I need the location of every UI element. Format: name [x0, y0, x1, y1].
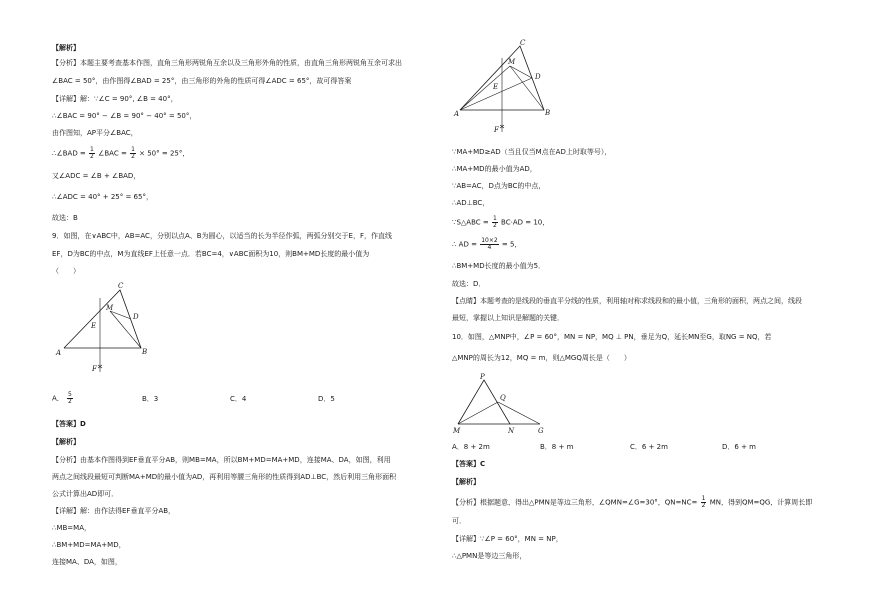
- fig3-label-p: P: [480, 373, 485, 381]
- analysis-text-line-2: ∠BAC = 50°，由作图得∠BAD = 25°，由三角形的外角的性质可得∠ADC = 65°，故可得答案: [52, 77, 352, 85]
- detail-line-6: ∴∠ADC = 40° + 25° = 65°，: [52, 193, 153, 201]
- detail2-line-1: 【详解】解：由作法得EF垂直平分AB，: [52, 507, 176, 515]
- question-10-line-1: 10．如图，△MNP中，∠P = 60°，MN = NP，MQ ⊥ PN，垂足为Q，延长MN至G，取NG = NQ，若: [452, 333, 772, 341]
- q10-option-b: B．8 + m: [540, 443, 574, 451]
- fig-label-m: M: [106, 304, 114, 312]
- figure-triangle-abc: [52, 278, 172, 378]
- fraction-half-3: $\frac{1}{2}$: [492, 215, 497, 229]
- option-a-fraction: $\frac{5}{2}$: [68, 391, 72, 405]
- fig3-label-n: N: [508, 427, 515, 435]
- fraction-half-4: $\frac{1}{2}$: [701, 495, 706, 509]
- question-9-line-1: 9．如图，在∨ABC中，AB=AC，分别以点A、B为圆心，以适当的长为半径作弧，两弧分别交于E，F，作直线: [52, 232, 392, 240]
- detail-4-part-a: ∴∠BAD =: [52, 149, 86, 158]
- right-line-4: ∴AD⊥BC，: [452, 199, 490, 207]
- fig-label-d: D: [133, 313, 139, 321]
- figure-triangle-mnp: [452, 372, 552, 436]
- dianjing-line-1: 【点睛】本题考查的是线段的垂直平分线的性质，利用轴对称求线段和的最小值，三角形的面积，两点之间，线段: [452, 297, 802, 305]
- analysis-label-2: 【解析】: [52, 438, 80, 446]
- fig-label-a: A: [56, 349, 62, 357]
- analysis2-line-1: 【分析】由基本作图得到EF垂直平分AB，则MB=MA，所以BM+MD=MA+MD，连接MA、DA，如图，利用: [52, 456, 391, 464]
- right-line-5: ∵S△ABC = $\frac{1}{2}$ BC⋅AD = 10，: [452, 215, 550, 229]
- detail-line-2: ∴∠BAC = 90° − ∠B = 90° − 40° = 50°，: [52, 112, 197, 120]
- fig2-label-f: F: [494, 126, 499, 134]
- analysis2-line-3: 公式计算出AD即可．: [52, 490, 119, 498]
- detail-4-part-b: ∠BAC =: [98, 149, 127, 158]
- analysis-label: 【解析】: [52, 44, 80, 52]
- analysis-text-line-1: 【分析】本题主要考查基本作图，直角三角形两锐角互余以及三角形外角的性质，由直角三角形两锐角互余可求出: [52, 59, 402, 67]
- detail-line-3: 由作图知，AP平分∠BAC，: [52, 129, 138, 137]
- fraction-ad: $\frac{10\times 2}{4}$: [481, 237, 498, 251]
- q10-option-a: A．8 + 2m: [452, 443, 490, 451]
- right-line-3: ∵AB=AC，D点为BC的中点，: [452, 182, 546, 190]
- question-9-line-2: EF，D为BC的中点，M为直线EF上任意一点．若BC=4，∨ABC面积为10，则BM+MD长度的最小值为: [52, 250, 370, 258]
- question-9-line-3: （ ）: [52, 267, 80, 275]
- detail-line-4: [52, 147, 189, 160]
- fig2-label-e: E: [493, 83, 499, 91]
- right-line-7: ∴BM+MD长度的最小值为5．: [452, 262, 546, 270]
- fig-label-f: F: [92, 365, 97, 373]
- fig3-label-m: M: [453, 427, 461, 435]
- option-b: B．3: [142, 395, 159, 403]
- option-c: C．4: [230, 395, 247, 403]
- fig3-label-q: Q: [500, 394, 506, 402]
- detail-line-1: 【详解】解：∵∠C = 90°, ∠B = 40°，: [52, 95, 178, 103]
- q10-option-d: D．6 + m: [722, 443, 756, 451]
- detail-4-part-c: × 50° = 25°，: [139, 149, 190, 158]
- fraction-half-2: $\frac{1}{2}$: [131, 146, 135, 160]
- q10-analysis-line-1: 【分析】根据题意，得出△PMN是等边三角形，∠QMN=∠G=30°，QN=NC= $\frac{1}{2}$ MN，得到QM=QG，计算周长即: [452, 495, 813, 509]
- fig2-label-d: D: [535, 73, 541, 81]
- detail-line-5: 又∠ADC = ∠B + ∠BAD，: [52, 172, 141, 180]
- right-line-8: 故选：D．: [452, 280, 486, 288]
- right-line-6: ∴ AD = $\frac{10\times 2}{4}$ = 5，: [452, 237, 522, 251]
- fraction-half: $\frac{1}{2}$: [90, 146, 94, 160]
- q10-answer: 【答案】C: [452, 460, 486, 468]
- detail2-line-4: 连接MA、DA，如图，: [52, 558, 122, 566]
- detail2-line-2: ∴MB=MA，: [52, 524, 91, 532]
- fig-label-b: B: [142, 348, 148, 356]
- answer-label: 【答案】D: [52, 420, 86, 428]
- fig2-label-b: B: [545, 109, 551, 117]
- right-line-1: ∵MA+MD≥AD（当且仅当M点在AD上时取等号），: [452, 148, 612, 156]
- fig3-label-g: G: [538, 427, 544, 435]
- q10-analysis-line-2: 可．: [452, 517, 466, 525]
- analysis2-line-2: 两点之间线段最短可判断MA+MD的最小值为AD，再利用等腰三角形的性质得到AD⊥BC，然后利用三角形面积: [52, 473, 397, 481]
- q10-option-c: C．6 + 2m: [630, 443, 668, 451]
- q10-detail-line-1: 【详解】∵∠P = 60°，MN = NP，: [452, 535, 563, 543]
- fig2-label-c: C: [520, 39, 526, 47]
- fig-label-c: C: [118, 282, 124, 290]
- fig2-label-a: A: [454, 110, 460, 118]
- question-10-line-2: △MNP的周长为12，MQ = m，则△MGQ周长是（ ）: [452, 354, 631, 362]
- right-line-2: ∴MA+MD的最小值为AD，: [452, 165, 537, 173]
- dianjing-line-2: 最短，掌握以上知识是解题的关键．: [452, 314, 564, 322]
- fig2-label-m: M: [508, 58, 516, 66]
- choice-line: 故选：B: [52, 214, 78, 222]
- option-d: D．5: [318, 395, 335, 403]
- fig-label-e: E: [91, 322, 97, 330]
- q10-analysis-label: 【解析】: [452, 478, 480, 486]
- option-a: A． $\frac{5}{2}$: [52, 391, 72, 405]
- figure-triangle-abc-2: [452, 38, 562, 138]
- detail2-line-3: ∴BM+MD=MA+MD，: [52, 541, 126, 549]
- q10-detail-line-2: ∴△PMN是等边三角形，: [452, 552, 527, 560]
